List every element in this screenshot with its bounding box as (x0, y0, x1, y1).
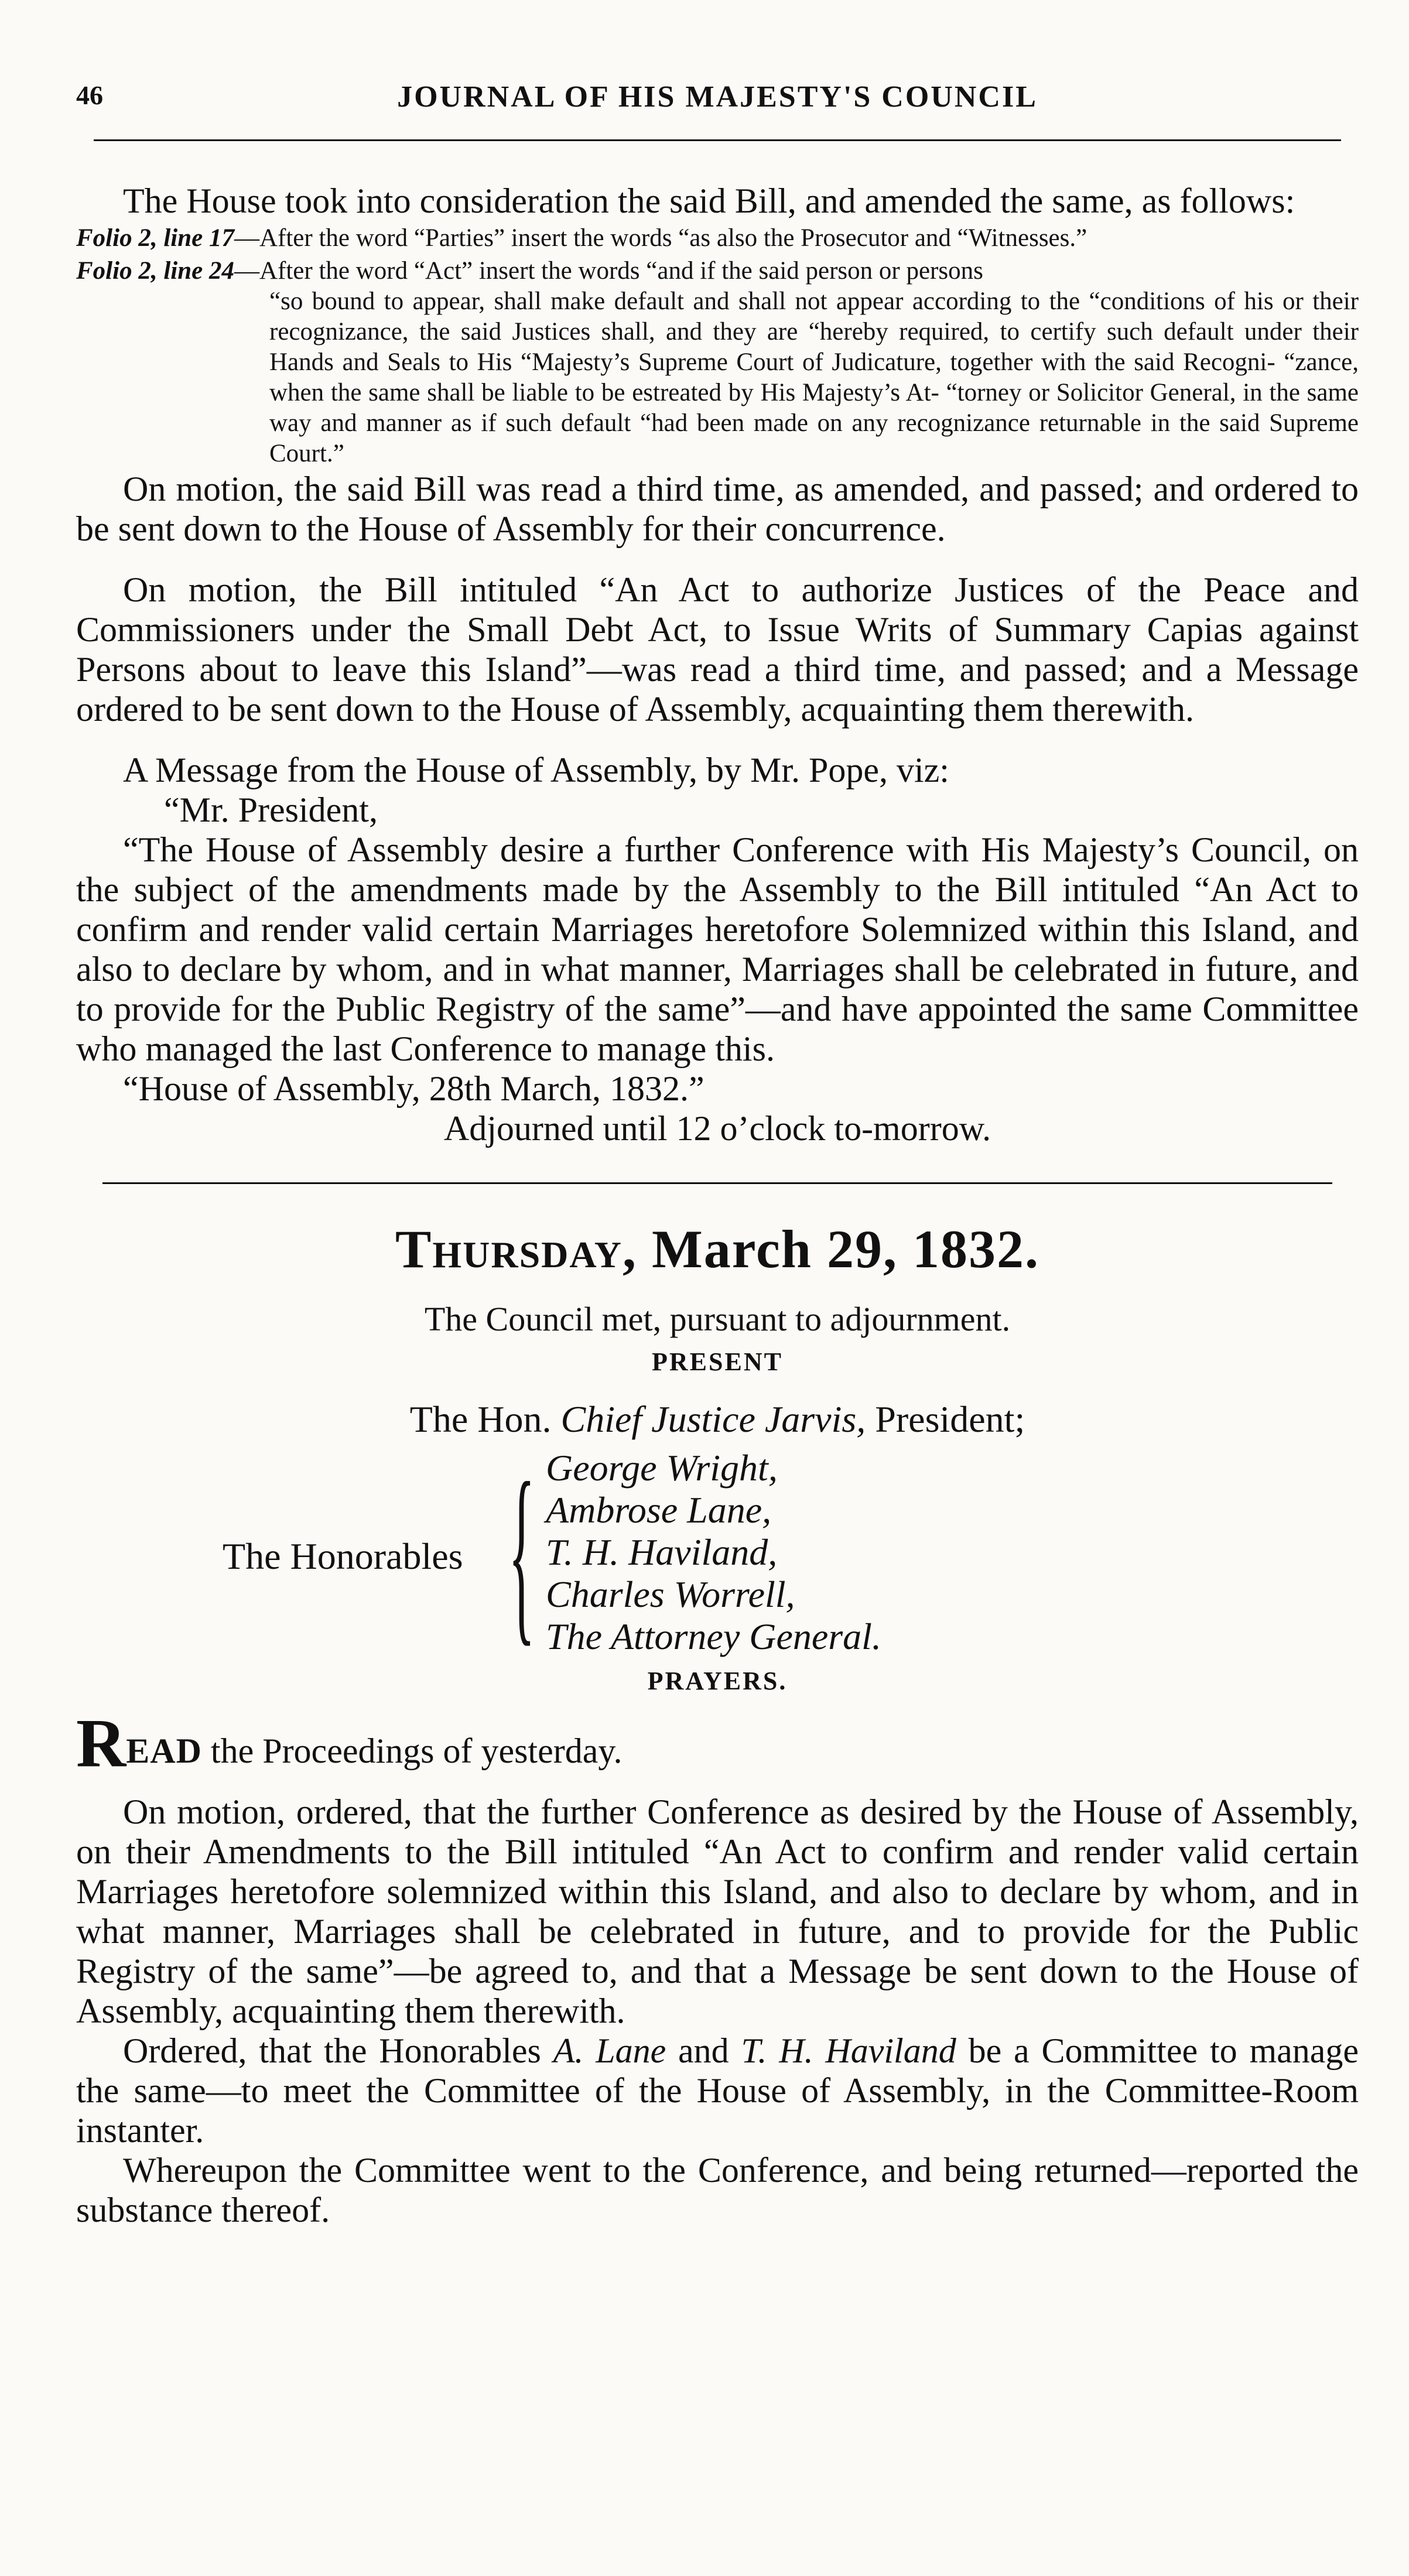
member-name: The Attorney General. (546, 1616, 881, 1657)
committee-text: Ordered, that the Honorables (123, 2031, 553, 2070)
member-name: Charles Worrell, (546, 1573, 795, 1615)
members-list (546, 1447, 881, 1658)
prayers-label: PRAYERS. (647, 1667, 788, 1695)
president-prefix: The Hon. (409, 1398, 552, 1440)
read-rest: the Proceedings of yesterday. (201, 1732, 623, 1770)
members-present (76, 1442, 1359, 1662)
section-rule (102, 1182, 1332, 1184)
message-salutation: “Mr. President, (164, 791, 378, 829)
honorables-label: The Honorables (223, 1535, 463, 1577)
amendment-intro: The House took into consideration the said Bill, and amended the same, as follows: (123, 182, 1295, 220)
folio-amendment-2 (76, 256, 1359, 469)
folio-amendment-1 (76, 223, 1359, 254)
date-heading-date: March 29, 1832. (651, 1219, 1039, 1279)
running-header (76, 70, 1359, 117)
paragraph-third-reading: On motion, the said Bill was read a third time, as amended, and passed; and ordered to be sent down to the House of Assembly for their concurrence. (76, 470, 1359, 548)
committee-text: and (666, 2031, 741, 2070)
journal-page (76, 70, 1359, 2230)
president-line (76, 1398, 1359, 1441)
committee-member: T. H. Haviland (741, 2031, 956, 2070)
council-met-line: The Council met, pursuant to adjournment. (424, 1300, 1011, 1338)
read-caps: EAD (126, 1732, 202, 1770)
date-heading-day: Thursday, (395, 1219, 637, 1279)
committee-text: be a Committee to manage the same—to meet the Committee of the House of Assembly, in the Committee-Room instanter. (76, 2031, 1359, 2150)
present-label: PRESENT (652, 1347, 783, 1376)
president-name: Chief Justice Jarvis, (560, 1398, 866, 1440)
message-intro: A Message from the House of Assembly, by Mr. Pope, viz: (123, 751, 949, 789)
president-suffix: President; (875, 1398, 1025, 1440)
member-name: Ambrose Lane, (546, 1489, 772, 1531)
folio-text: —After the word “Parties” insert the words “as also the Prosecutor and “Witnesses.” (234, 224, 1087, 252)
member-name: T. H. Haviland, (546, 1531, 778, 1573)
paragraph-whereupon: Whereupon the Committee went to the Conference, and being returned—reported the substance thereof. (76, 2151, 1359, 2229)
paragraph-committee (76, 2031, 1359, 2150)
read-proceedings-line (76, 1705, 1359, 1781)
folio-ref: Folio 2, line 24 (76, 257, 234, 285)
message-body: “The House of Assembly desire a further Conference with His Majesty’s Council, on the subject of the amendments made by the Assembly to the Bill intituled “An Act to confirm and render valid certain Marriages heretofore Solemnized within this Island, and also to declare by whom, and in what manner, Marriages shall be celebrated in future, and to provide for the Public Registry of the same”—and have appointed the same Committee who managed the last Conference to manage this. (76, 830, 1359, 1068)
committee-member: A. Lane (553, 2031, 666, 2070)
folio-ref: Folio 2, line 17 (76, 224, 234, 252)
message-signature: “House of Assembly, 28th March, 1832.” (123, 1069, 704, 1108)
journal-title: JOURNAL OF HIS MAJESTY'S COUNCIL (397, 80, 1038, 114)
page-number: 46 (76, 80, 103, 110)
folio-continuation: “so bound to appear, shall make default and shall not appear according to the “conditions of his or their recognizance, the said Justices shall, and they are “hereby required, to certify such default under their Hands and Seals to His “Majesty’s Supreme Court of Judicature, together with the said Recogni- “zance, when the same shall be liable to be estreated by His Majesty’s At- “torney or Solicitor General, in the same way and manner as if such default “had been made on any recognizance returnable in the said Supreme Court.” (269, 288, 1359, 467)
paragraph-capias-bill: On motion, the Bill intituled “An Act to authorize Justices of the Peace and Commissioners under the Small Debt Act, to Issue Writs of Summary Capias against Persons about to leave this Island”—was read a third time, and passed; and a Message ordered to be sent down to the House of Assembly, acquainting them therewith. (76, 570, 1359, 728)
adjournment-line: Adjourned until 12 o’clock to-morrow. (443, 1109, 991, 1148)
brace-glyph: { (508, 1442, 535, 1662)
folio-text: —After the word “Act” insert the words “and if the said person or persons (234, 257, 983, 285)
paragraph-conference: On motion, ordered, that the further Conference as desired by the House of Assembly, on their Amendments to the Bill intituled “An Act to confirm and render valid certain Marriages heretofore solemnized within this Island, and also to declare by whom, and in what manner, Marriages shall be celebrated in future, and to provide for the Public Registry of the same”—be agreed to, and that a Message be sent down to the House of Assembly, acquainting them therewith. (76, 1792, 1359, 2030)
drop-cap: R (76, 1705, 126, 1781)
header-rule (94, 139, 1341, 141)
member-name: George Wright, (546, 1447, 778, 1489)
date-heading (76, 1218, 1359, 1280)
